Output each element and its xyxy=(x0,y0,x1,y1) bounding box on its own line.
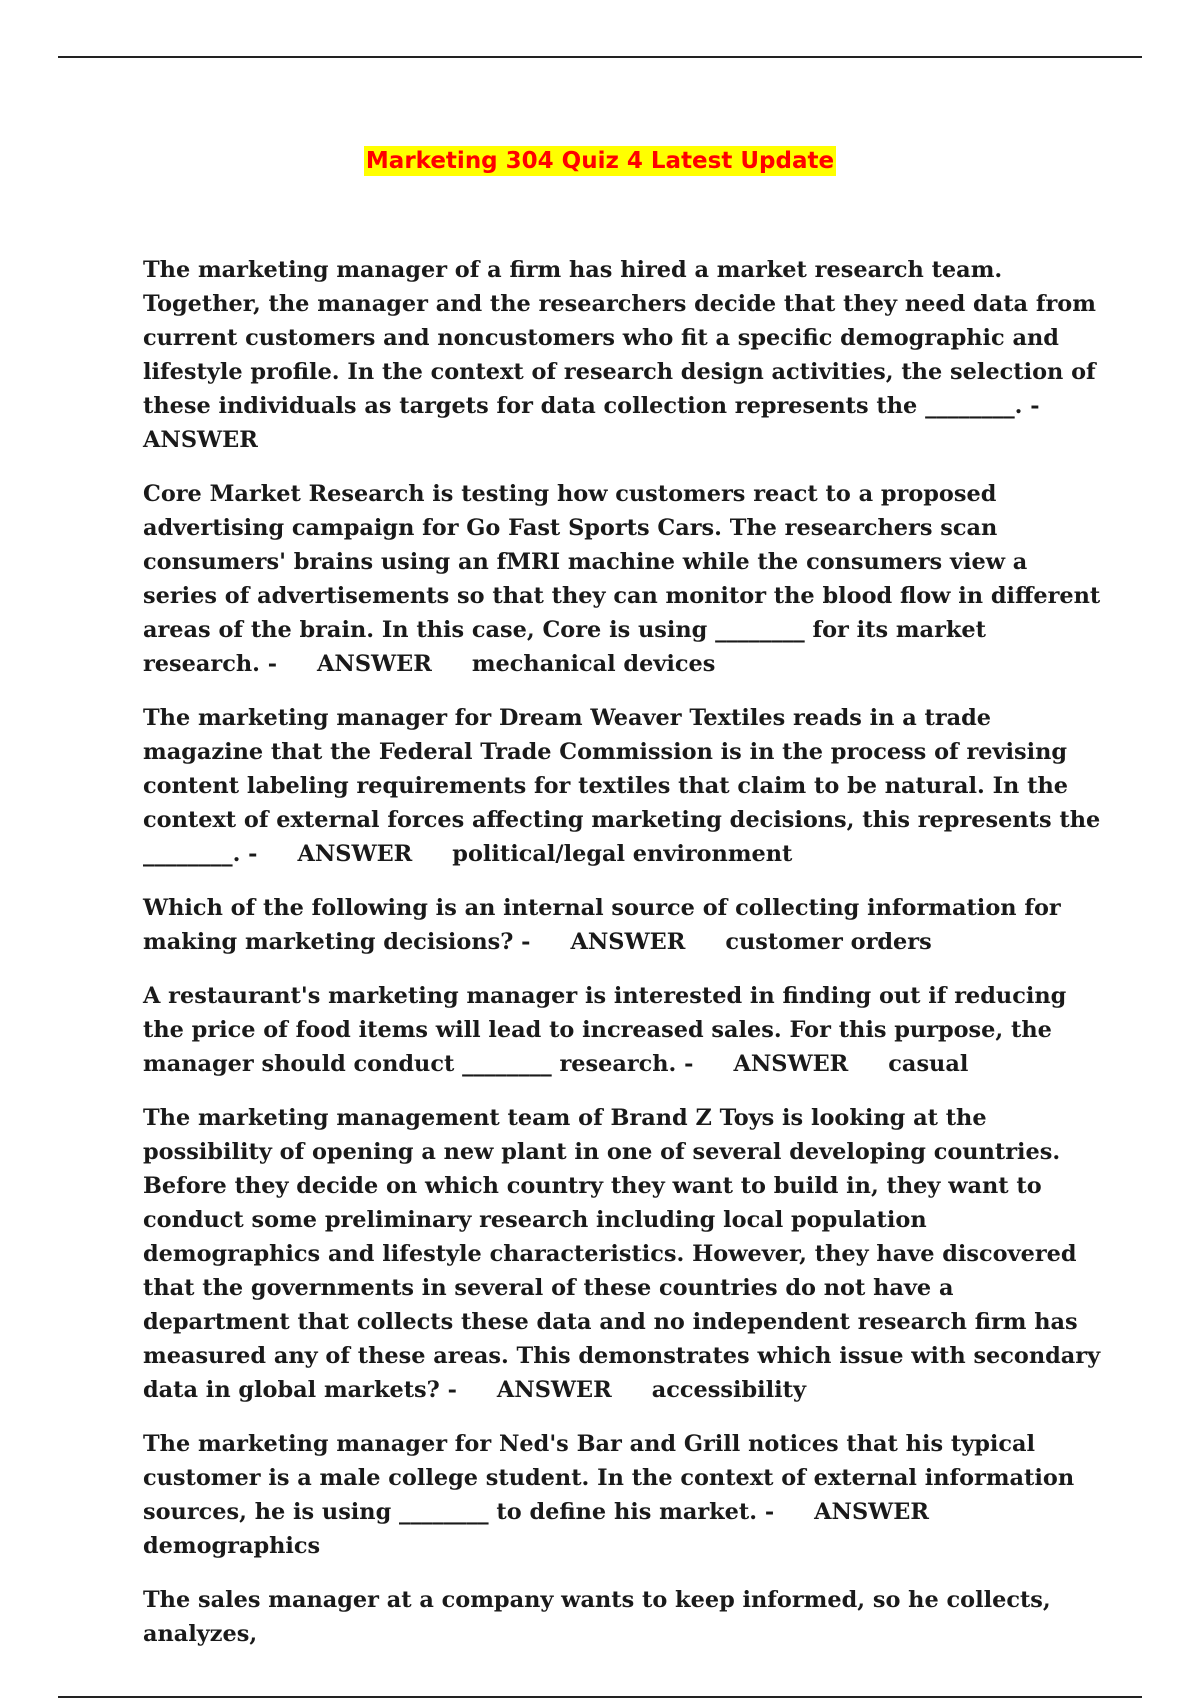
question-text: A restaurant's marketing manager is interested in finding out if reducing the price of food items will lead to increased sales. For this purpose, the manager should conduct ________ research. - xyxy=(143,983,1067,1077)
qa-item xyxy=(143,1101,1103,1407)
qa-item xyxy=(143,477,1103,681)
qa-item xyxy=(143,253,1103,457)
qa-item xyxy=(143,1427,1103,1563)
question-text: The marketing manager for Ned's Bar and Grill notices that his typical customer is a male college student. In the context of external information sources, he is using ________ to define his market. - xyxy=(143,1431,1075,1525)
qa-item xyxy=(143,891,1103,959)
question-text: The marketing manager of a firm has hired a market research team. Together, the manager and the researchers decide that they need data from current customers and noncustomers who fit a specific demographic and lifestyle profile. In the context of research design activities, the selection of these individuals as targets for data collection represents the ________. - xyxy=(143,257,1096,419)
answer-label: ANSWER xyxy=(570,929,686,955)
answer-label: ANSWER xyxy=(814,1499,929,1525)
answer-label: ANSWER xyxy=(143,427,258,453)
top-rule xyxy=(58,56,1142,58)
question-text: Core Market Research is testing how customers react to a proposed advertising campaign for Go Fast Sports Cars. The researchers scan consumers' brains using an fMRI machine while the consumers view a series of advertisements so that they can monitor the blood flow in different areas of the brain. In this case, Core is using ________ for its market research. - xyxy=(143,481,1101,677)
qa-item xyxy=(143,701,1103,871)
bottom-rule xyxy=(58,1696,1142,1698)
qa-item xyxy=(143,979,1103,1081)
document-body xyxy=(143,253,1103,1671)
question-text: The marketing management team of Brand Z Toys is looking at the possibility of opening a new plant in one of several developing countries. Before they decide on which country they want to build in, they want to conduct some preliminary research including local population demographics and lifestyle characteristics. However, they have discovered that the governments in several of these countries do not have a department that collects these data and no independent research firm has measured any of these areas. This demonstrates which issue with secondary data in global markets? - xyxy=(143,1105,1101,1403)
title-container xyxy=(0,146,1200,176)
answer-label: ANSWER xyxy=(733,1051,849,1077)
answer-label: ANSWER xyxy=(317,651,432,677)
question-text: Which of the following is an internal source of collecting information for making marketing decisions? - xyxy=(143,895,1061,955)
answer-label: ANSWER xyxy=(297,841,413,867)
document-title: Marketing 304 Quiz 4 Latest Update xyxy=(365,148,835,174)
question-text: The marketing manager for Dream Weaver Textiles reads in a trade magazine that the Federal Trade Commission is in the process of revising content labeling requirements for textiles that claim to be natural. In the context of external forces affecting marketing decisions, this represents the ________. - xyxy=(143,705,1101,867)
answer-text: demographics xyxy=(143,1533,321,1559)
qa-item-partial xyxy=(143,1583,1103,1651)
answer-text: accessibility xyxy=(651,1377,806,1403)
answer-label: ANSWER xyxy=(496,1377,612,1403)
answer-text: casual xyxy=(888,1051,969,1077)
answer-text: customer orders xyxy=(725,929,932,955)
question-text: The sales manager at a company wants to keep informed, so he collects, analyzes, xyxy=(143,1587,1051,1647)
answer-text: mechanical devices xyxy=(471,651,716,677)
answer-text: political/legal environment xyxy=(452,841,793,867)
